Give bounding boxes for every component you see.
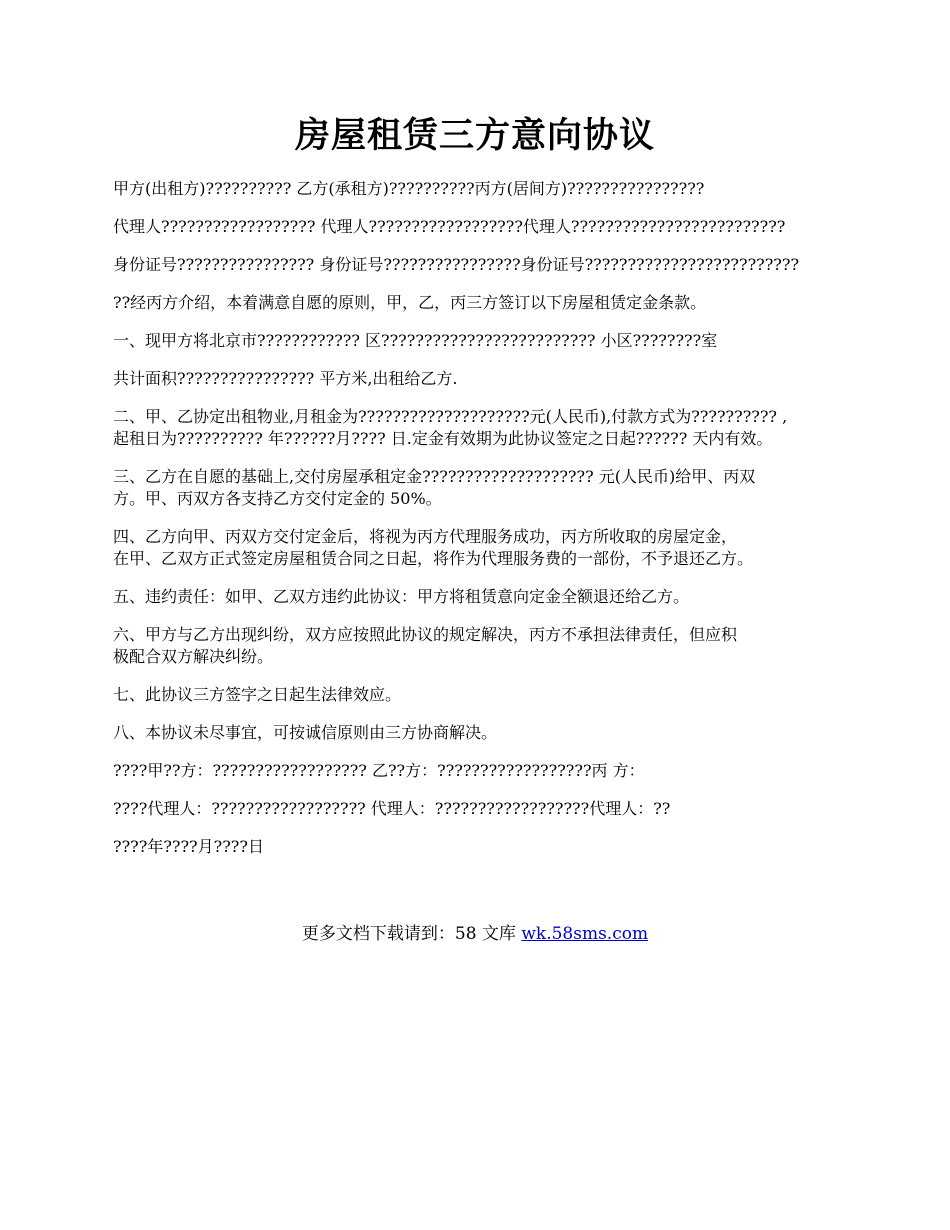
clause-4 bbox=[113, 526, 873, 570]
paragraph-line: 起租日为?????????? 年??????月???? 日.定金有效期为此协议签定之日起?????? 天内有效。 bbox=[113, 429, 773, 448]
signature-party-row bbox=[113, 760, 873, 782]
paragraph-line: ????代理人：?????????????????? 代理人：??????????????????代理人：?? bbox=[113, 799, 671, 818]
clause-1 bbox=[113, 330, 873, 352]
paragraph-line: 三、乙方在自愿的基础上,交付房屋承租定金???????????????????? 元(人民币)给甲、丙双 bbox=[113, 467, 756, 486]
footer-text: 更多文档下载请到：58 文库 bbox=[301, 924, 522, 944]
clause-1-area bbox=[113, 368, 873, 390]
clause-5 bbox=[113, 586, 873, 608]
paragraph-line: 共计面积???????????????? 平方米,出租给乙方. bbox=[113, 369, 458, 388]
paragraph-line: 甲方(出租方)?????????? 乙方(承租方)??????????丙方(居间方)???????????????? bbox=[113, 179, 705, 198]
document-title: 房屋租赁三方意向协议 bbox=[294, 115, 655, 156]
clause-7 bbox=[113, 684, 873, 706]
clause-3 bbox=[113, 466, 873, 510]
footer-link[interactable]: wk.58sms.com bbox=[521, 924, 649, 944]
signature-agent-row bbox=[113, 798, 873, 820]
document-body bbox=[113, 178, 873, 874]
paragraph-line: ????年????月????日 bbox=[113, 837, 264, 856]
paragraph-line: 八、本协议未尽事宜，可按诚信原则由三方协商解决。 bbox=[113, 723, 498, 742]
paragraph-line: 在甲、乙双方正式签定房屋租赁合同之日起，将作为代理服务费的一部份，不予退还乙方。 bbox=[113, 549, 754, 568]
id-number-row bbox=[113, 254, 873, 276]
clause-2 bbox=[113, 406, 873, 450]
party-names-row bbox=[113, 178, 873, 200]
paragraph-line: ??经丙方介绍，本着满意自愿的原则，甲，乙，丙三方签订以下房屋租赁定金条款。 bbox=[113, 293, 707, 312]
paragraph-line: 极配合双方解决纠纷。 bbox=[113, 647, 274, 666]
clause-8 bbox=[113, 722, 873, 744]
paragraph-line: 代理人?????????????????? 代理人??????????????????代理人????????????????????????? bbox=[113, 217, 786, 236]
footer-download-note bbox=[0, 922, 950, 946]
paragraph-line: 四、乙方向甲、丙双方交付定金后，将视为丙方代理服务成功，丙方所收取的房屋定金， bbox=[113, 527, 738, 546]
paragraph-line: 一、现甲方将北京市???????????? 区????????????????????????? 小区????????室 bbox=[113, 331, 718, 350]
paragraph-line: 五、违约责任：如甲、乙双方违约此协议：甲方将租赁意向定金全额退还给乙方。 bbox=[113, 587, 690, 606]
paragraph-line: 身份证号???????????????? 身份证号????????????????身份证号????????????????????????? bbox=[113, 255, 800, 274]
paragraph-line: ????甲??方：?????????????????? 乙??方：??????????????????丙 方： bbox=[113, 761, 645, 780]
paragraph-line: 方。甲、丙双方各支持乙方交付定金的 50%。 bbox=[113, 489, 442, 508]
signature-date-row bbox=[113, 836, 873, 858]
paragraph-line: 二、甲、乙协定出租物业,月租金为????????????????????元(人民币),付款方式为?????????? , bbox=[113, 407, 788, 426]
clause-6 bbox=[113, 624, 873, 668]
paragraph-line: 六、甲方与乙方出现纠纷，双方应按照此协议的规定解决，丙方不承担法律责任，但应积 bbox=[113, 625, 738, 644]
agent-row bbox=[113, 216, 873, 238]
intro-paragraph bbox=[113, 292, 873, 314]
paragraph-line: 七、此协议三方签字之日起生法律效应。 bbox=[113, 685, 402, 704]
